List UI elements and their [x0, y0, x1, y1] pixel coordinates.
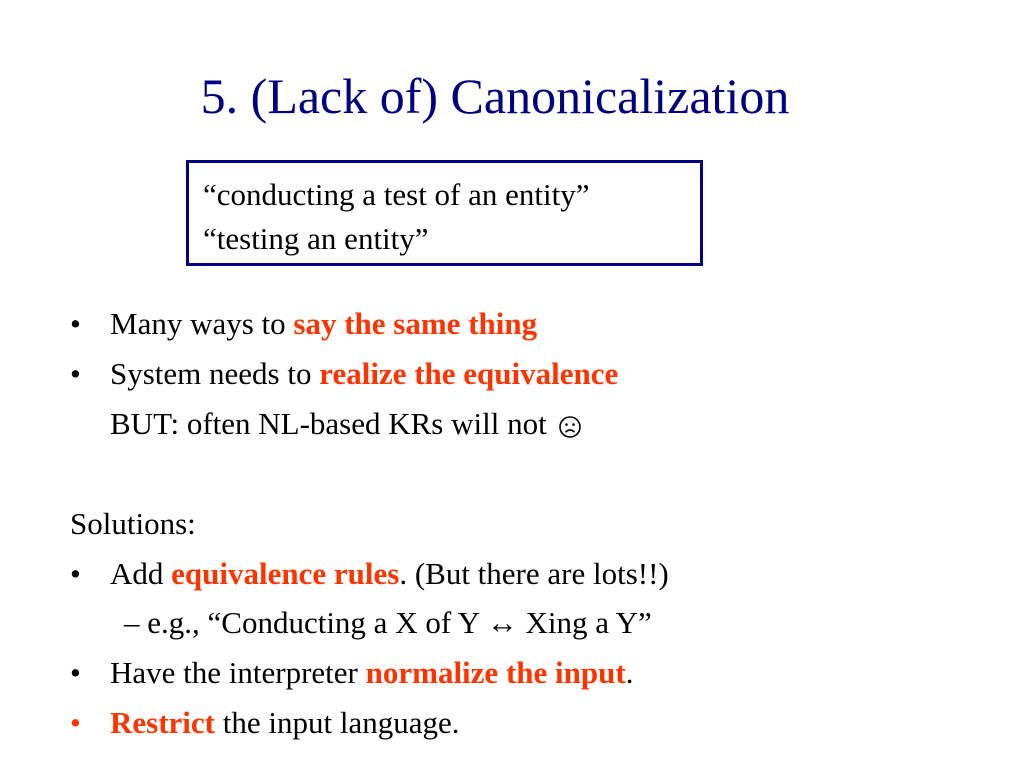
solutions-label-text: Solutions: [70, 506, 196, 541]
bullet-1-highlight: say the same thing [293, 306, 538, 341]
quote-box [186, 160, 703, 266]
solution-3-post: the input language. [215, 705, 460, 740]
solution-2-pre: Have the interpreter [110, 655, 366, 690]
solution-2-post: . [625, 655, 634, 690]
slide-title: 5. (Lack of) Canonicalization [200, 68, 790, 124]
bullet-marker: • [70, 705, 81, 740]
bullet-1-text: Many ways to [110, 306, 294, 341]
but-line-text: BUT: often NL-based KRs will not [110, 406, 547, 441]
solution-1-pre: Add [110, 556, 172, 591]
bullet-2-text: System needs to [110, 356, 320, 391]
bullet-2-highlight: realize the equivalence [319, 356, 619, 391]
solution-1-post: . (But there are lots!!) [399, 556, 669, 591]
solutions-label [70, 501, 196, 547]
frowning-face-icon [558, 415, 582, 439]
dash-marker: – [124, 605, 140, 640]
solution-1-sub-text: e.g., “Conducting a X of Y ↔ Xing a Y” [147, 605, 652, 640]
quote-line-1: “conducting a test of an entity” [203, 177, 590, 212]
quote-line-2: “testing an entity” [203, 221, 429, 256]
solution-1-highlight: equivalence rules [171, 556, 400, 591]
solution-3-highlight: Restrict [110, 705, 215, 740]
bullet-marker: • [70, 556, 81, 591]
bullet-marker: • [70, 655, 81, 690]
bullet-marker: • [70, 356, 81, 391]
solution-2-highlight: normalize the input [365, 655, 626, 690]
bullet-marker: • [70, 306, 81, 341]
